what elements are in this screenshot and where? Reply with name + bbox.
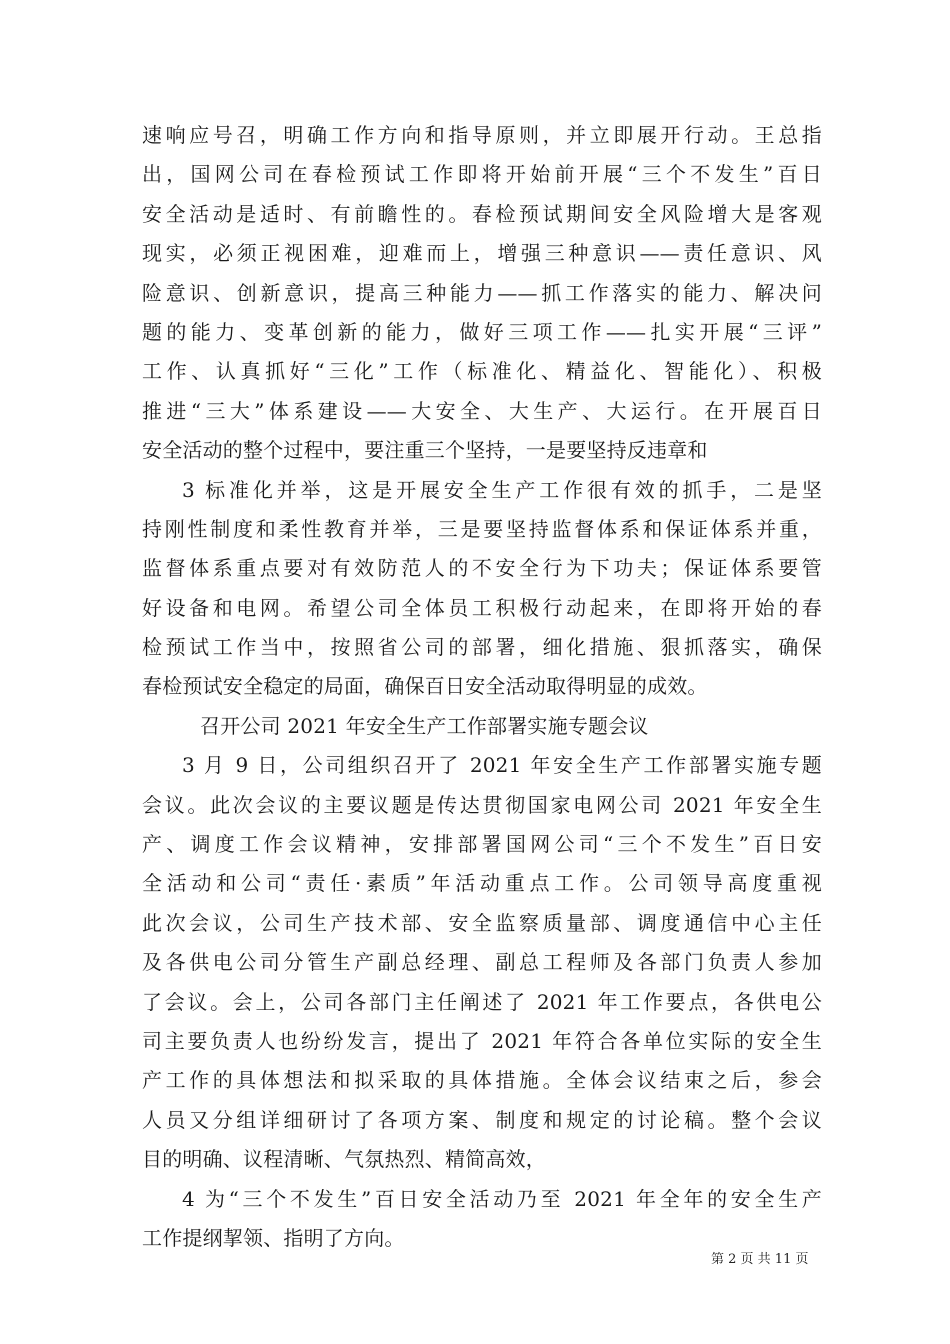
text-line: 检预试工作当中，按照省公司的部署，细化措施、狠抓落实，确保: [142, 635, 822, 660]
text-line: 了会议。会上，公司各部门主任阐述了 2021 年工作要点，各供电公: [142, 989, 822, 1014]
text-line: 现实，必须正视困难，迎难而上，增强三种意识——责任意识、风: [142, 241, 822, 266]
text-line: 推进“三大”体系建设——大安全、大生产、大运行。在开展百日: [142, 398, 822, 423]
text-line: 险意识、创新意识，提高三种能力——抓工作落实的能力、解决问: [142, 280, 822, 305]
text-line: 此次会议，公司生产技术部、安全监察质量部、调度通信中心主任: [142, 910, 822, 935]
text-line: 会议。此次会议的主要议题是传达贯彻国家电网公司 2021 年安全生: [142, 792, 822, 817]
paragraph: [142, 116, 822, 471]
section-heading: [142, 707, 822, 746]
text-line: 题的能力、变革创新的能力，做好三项工作——扎实开展“三评”: [142, 319, 822, 344]
paragraph: [142, 746, 822, 1179]
text-line: 司主要负责人也纷纷发言，提出了 2021 年符合各单位实际的安全生: [142, 1028, 822, 1053]
text-line: 4 为“三个不发生”百日安全活动乃至 2021 年全年的安全生产: [182, 1186, 822, 1211]
text-line: 及各供电公司分管生产副总经理、副总工程师及各部门负责人参加: [142, 950, 822, 975]
text-line: 监督体系重点要对有效防范人的不安全行为下功夫；保证体系要管: [142, 556, 822, 581]
text-line: 工作、认真抓好“三化”工作（标准化、精益化、智能化）、积极: [142, 359, 822, 384]
text-line: 工作提纲挈领、指明了方向。: [142, 1225, 405, 1250]
paragraph: [142, 1180, 822, 1259]
text-line: 好设备和电网。希望公司全体员工积极行动起来，在即将开始的春: [142, 595, 822, 620]
text-line: 产工作的具体想法和拟采取的具体措施。全体会议结束之后，参会: [142, 1068, 822, 1093]
text-line: 安全活动是适时、有前瞻性的。春检预试期间安全风险增大是客观: [142, 201, 822, 226]
text-line: 3 月 9 日，公司组织召开了 2021 年安全生产工作部署实施专题: [182, 753, 822, 778]
text-line: 召开公司 2021 年安全生产工作部署实施专题会议: [200, 713, 649, 738]
document-body: [142, 116, 822, 1258]
paragraph: [142, 471, 822, 707]
page-number-footer: 第 2 页 共 11 页: [711, 1252, 809, 1267]
text-line: 全活动和公司“责任·素质”年活动重点工作。公司领导高度重视: [142, 871, 822, 896]
text-line: 人员又分组详细研讨了各项方案、制度和规定的讨论稿。整个会议: [142, 1107, 822, 1132]
text-line: 3 标准化并举，这是开展安全生产工作很有效的抓手，二是坚: [182, 477, 822, 502]
text-line: 目的明确、议程清晰、气氛热烈、精简高效，: [142, 1147, 546, 1172]
text-line: 产、调度工作会议精神，安排部署国网公司“三个不发生”百日安: [142, 832, 822, 857]
text-line: 春检预试安全稳定的局面，确保百日安全活动取得明显的成效。: [142, 674, 708, 699]
text-line: 速响应号召，明确工作方向和指导原则，并立即展开行动。王总指: [142, 123, 822, 147]
text-line: 安全活动的整个过程中，要注重三个坚持，一是要坚持反违章和: [142, 438, 708, 463]
text-line: 出，国网公司在春检预试工作即将开始前开展“三个不发生”百日: [142, 162, 822, 187]
text-line: 持刚性制度和柔性教育并举，三是要坚持监督体系和保证体系并重，: [142, 516, 822, 541]
